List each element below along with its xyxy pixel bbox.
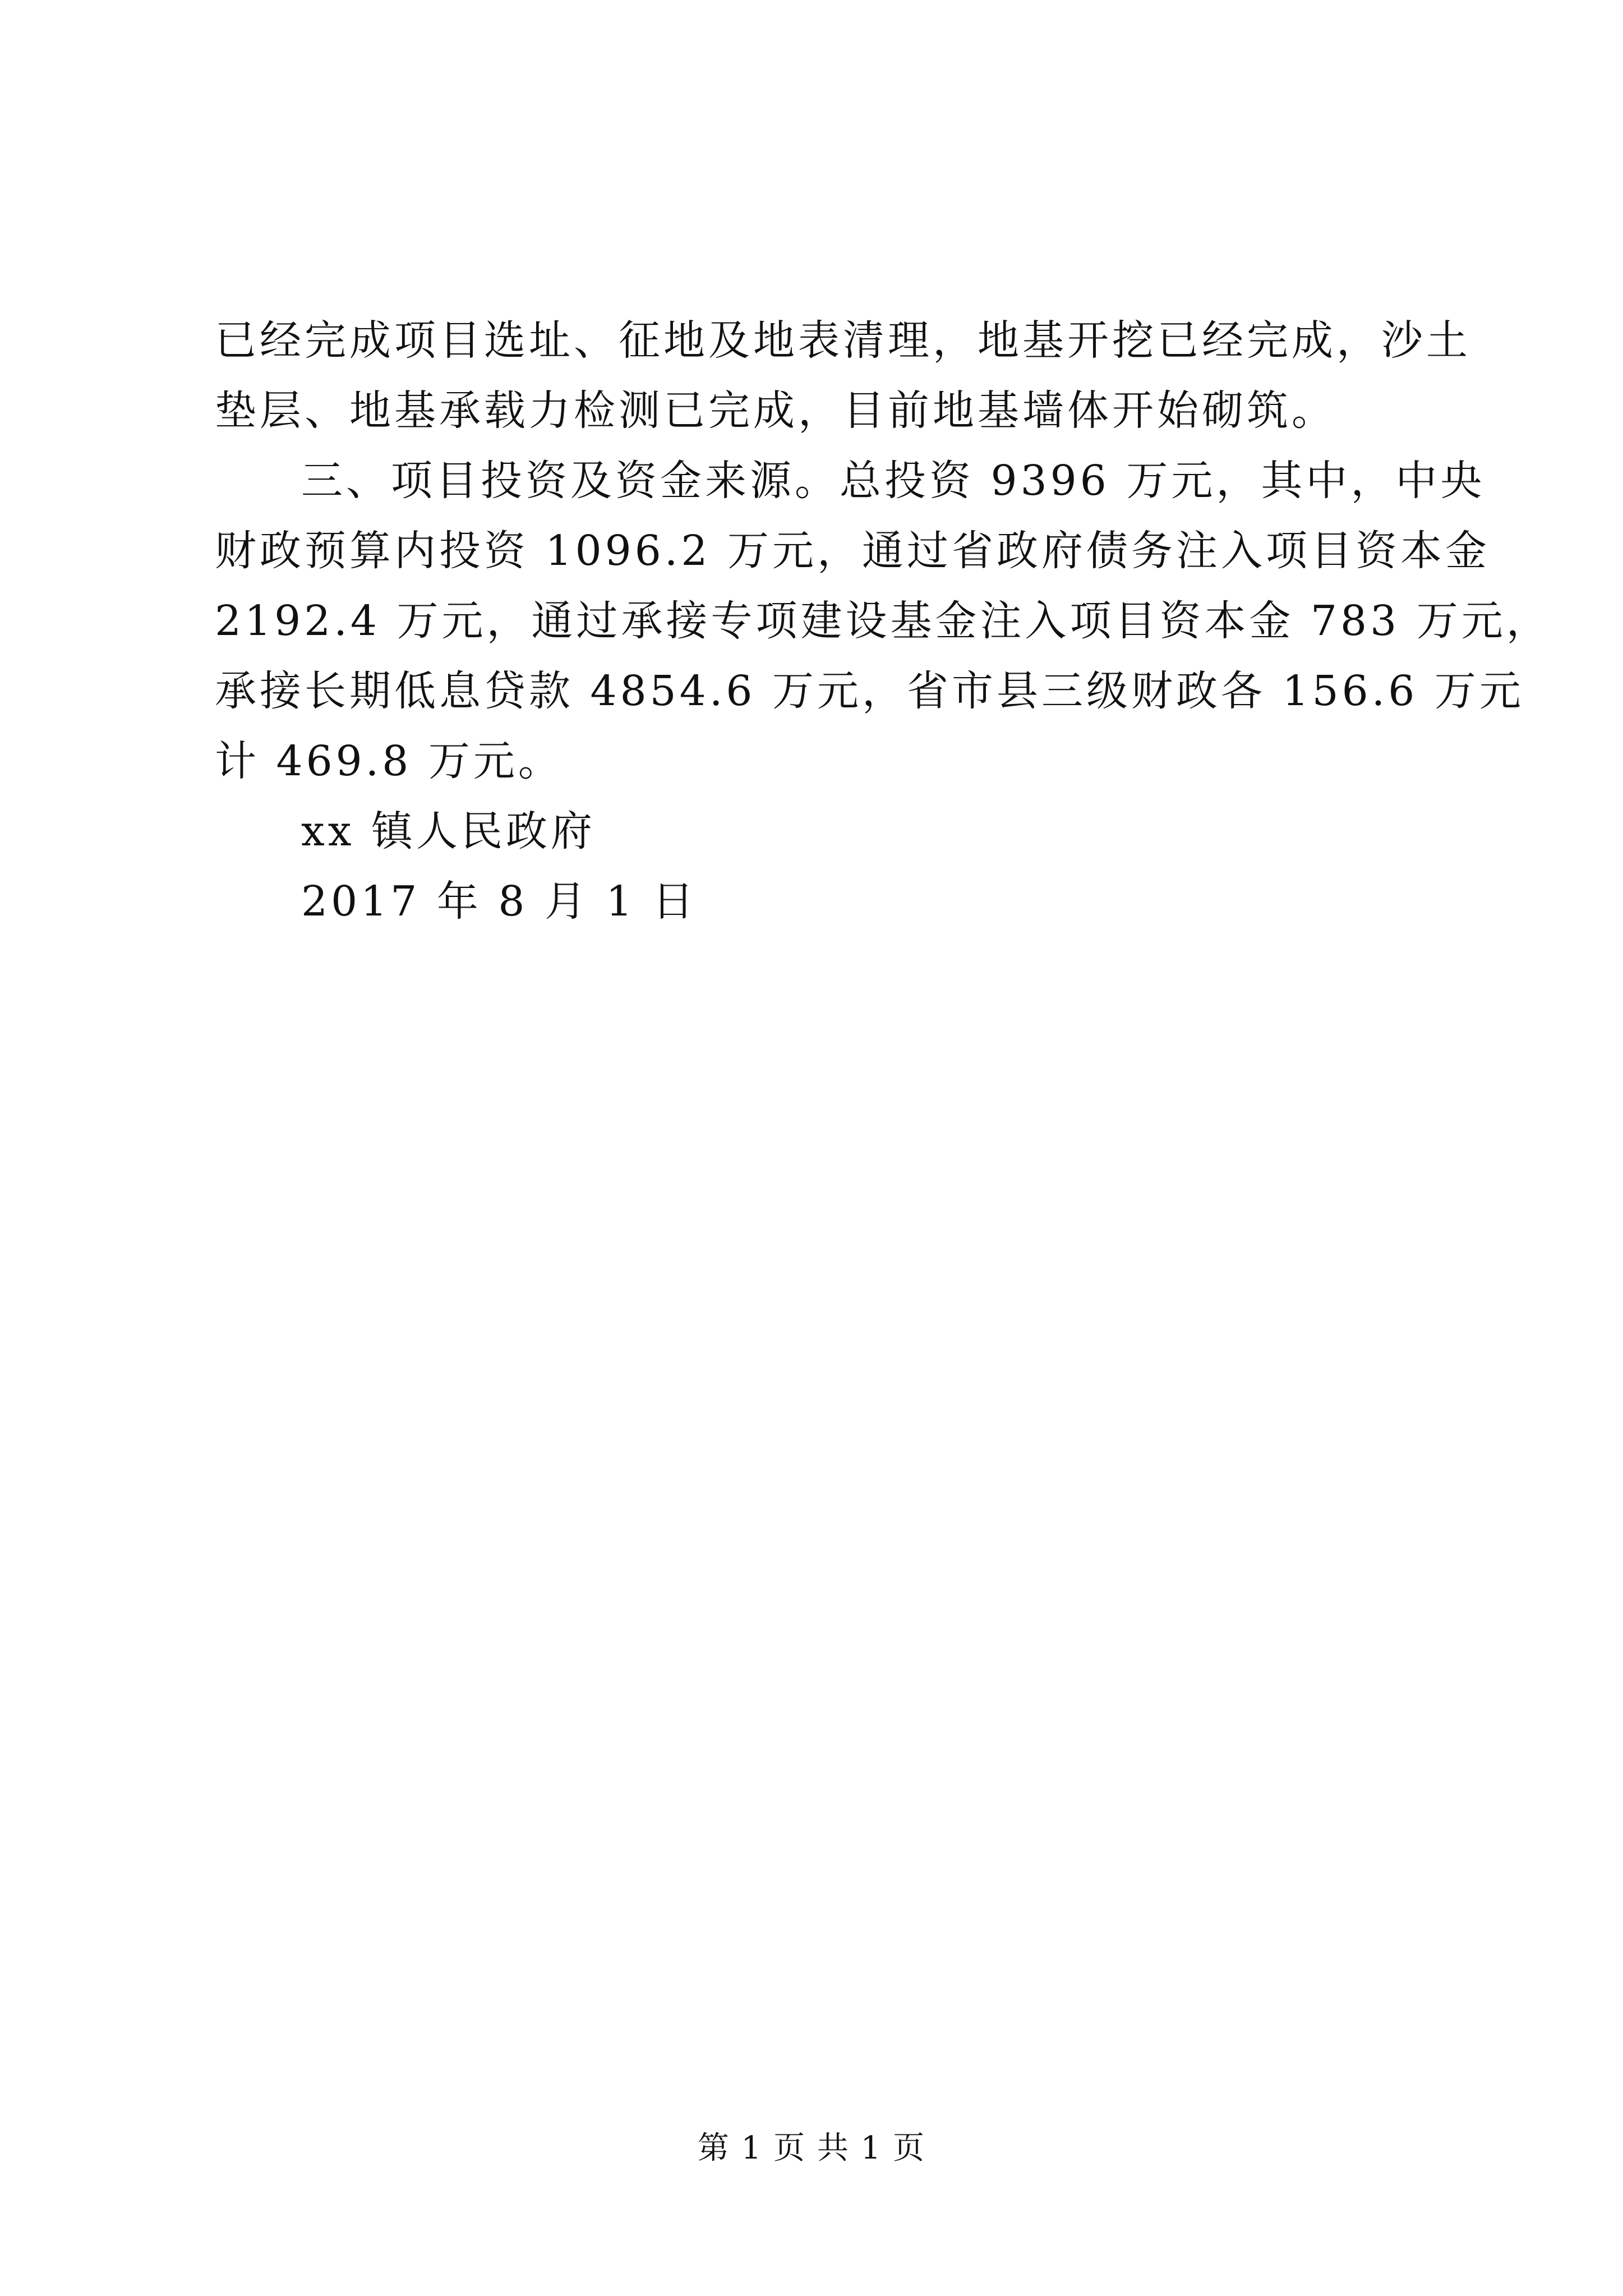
body-line: 2192.4 万元，通过承接专项建设基金注入项目资本金 783 万元，	[215, 597, 1551, 645]
body-line: 财政预算内投资 1096.2 万元，通过省政府债务注入项目资本金	[215, 527, 1490, 575]
body-line: 垫层、地基承载力检测已完成，目前地基墙体开始砌筑。	[215, 386, 1336, 435]
date-line: 2017 年 8 月 1 日	[301, 877, 698, 926]
body-line: 计 469.8 万元。	[215, 737, 563, 785]
page-footer: 第 1 页 共 1 页	[697, 2130, 926, 2166]
body-line: 承接长期低息贷款 4854.6 万元，省市县三级财政各 156.6 万元	[215, 667, 1524, 715]
document-body	[215, 306, 1551, 937]
body-line: 已经完成项目选址、征地及地表清理，地基开挖已经完成，沙土	[215, 316, 1471, 365]
section-heading-line: 三、项目投资及资金来源。总投资 9396 万元，其中，中央	[301, 457, 1486, 505]
signature-line: xx 镇人民政府	[301, 807, 596, 855]
